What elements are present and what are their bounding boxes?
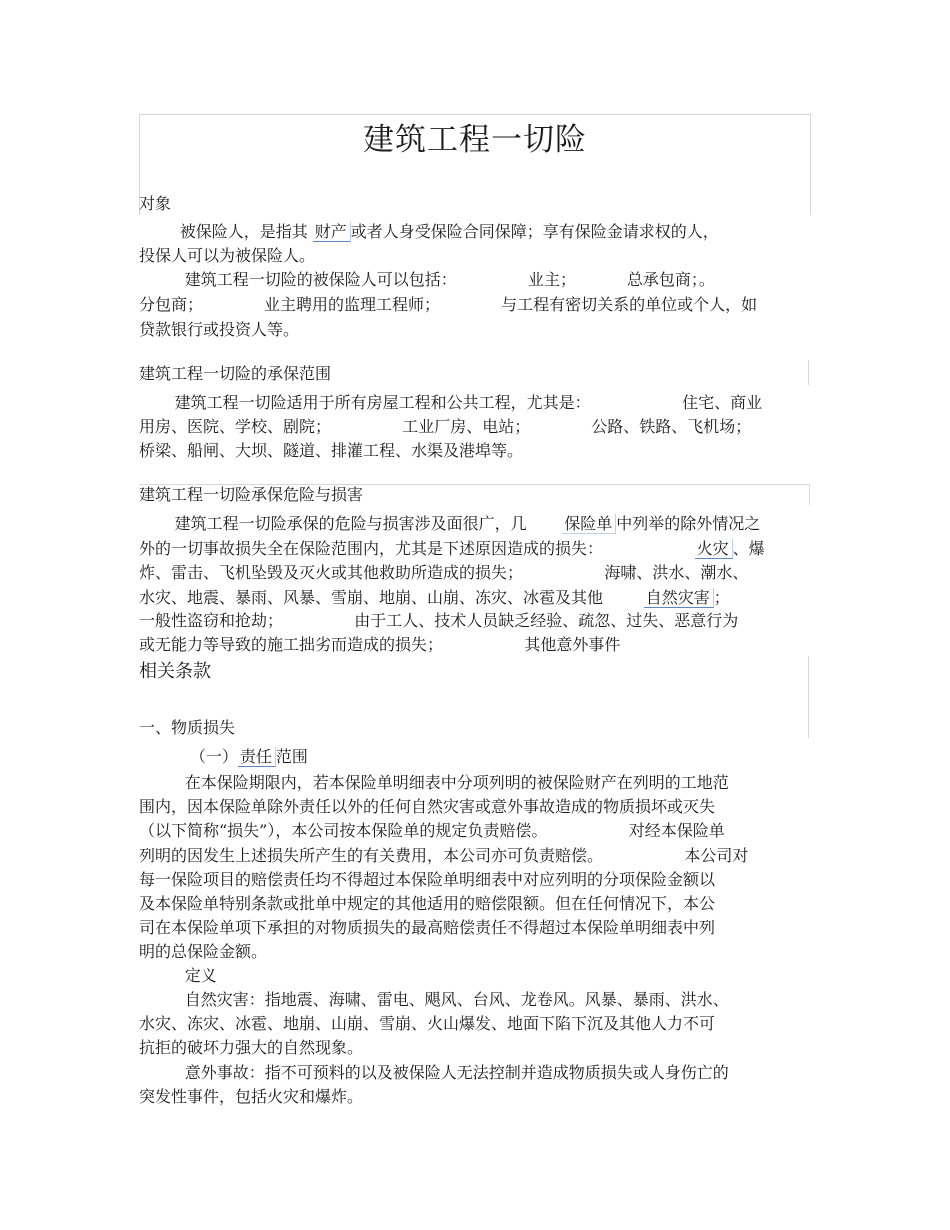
clause-para-2: 围内，因本保险单除外责任以外的任何自然灾害或意外事故造成的物质损坏或灭失 [139, 797, 716, 816]
definition-line-3: 抗拒的破坏力强大的自然现象。 [139, 1038, 364, 1057]
fire-link[interactable]: 火灾 [695, 539, 733, 559]
object-line-3: 建筑工程一切险的被保险人可以包括： 业主； 总承包商；。 [139, 270, 715, 289]
liability-link[interactable]: 责任 [238, 747, 276, 767]
clauses-heading: 相关条款 [139, 661, 211, 682]
clauses-frame [808, 656, 809, 738]
object-line-1b: 或者人身受保险合同保障；享有保险金请求权的人， [350, 222, 719, 241]
perils-line-4b: ； [713, 588, 730, 607]
definition-line-5: 突发性事件，包括火灾和爆炸。 [139, 1087, 364, 1106]
definition-line-1: 自然灾害：指地震、海啸、雷电、飓风、台风、龙卷风。风暴、暴雨、洪水、 [139, 990, 729, 1009]
perils-line-2a: 外的一切事故损失全在保险范围内，尤其是下述原因造成的损失： [139, 539, 695, 558]
object-line-1a: 被保险人，是指其 [139, 222, 313, 241]
definition-line-4: 意外事故：指不可预料的以及被保险人无法控制并造成物质损失或人身伤亡的 [139, 1063, 729, 1082]
perils-line-3: 炸、雷击、飞机坠毁及灭火或其他救助所造成的损失； 海啸、洪水、潮水、 [139, 563, 749, 582]
clauses-sub1: 一、物质损失 [139, 718, 236, 737]
object-line-4: 分包商； 业主聘用的监理工程师； 与工程有密切关系的单位或个人，如 [139, 295, 758, 314]
perils-line-5: 一般性盗窃和抢劫； 由于工人、技术人员缺乏经验、疏忽、过失、恶意行为 [139, 611, 739, 630]
scope-line-1: 建筑工程一切险适用于所有房屋工程和公共工程，尤其是： 住宅、商业 [139, 393, 763, 412]
definition-heading: 定义 [139, 966, 217, 985]
perils-line-2b: 、爆 [732, 539, 765, 558]
page-title: 建筑工程一切险 [363, 122, 587, 158]
perils-line-1a: 建筑工程一切险承保的危险与损害涉及面很广，几 [139, 514, 563, 533]
definition-line-2: 水灾、冻灾、冰雹、地崩、山崩、雪崩、火山爆发、地面下陷下沉及其他人力不可 [139, 1014, 716, 1033]
liability-item-prefix: （一） [139, 747, 238, 766]
liability-scope-item [139, 745, 308, 769]
perils-line-2 [139, 537, 765, 561]
object-line-5: 贷款银行或投资人等。 [139, 320, 300, 339]
perils-line-1b: 中列举的除外情况之 [616, 514, 761, 533]
policy-link[interactable]: 保险单 [562, 514, 616, 534]
object-line-2: 投保人可以为被保险人。 [139, 246, 316, 265]
perils-heading: 建筑工程一切险承保危险与损害 [139, 485, 364, 504]
clause-para-4: 列明的因发生上述损失所产生的有关费用，本公司亦可负责赔偿。 本公司对 [139, 846, 749, 865]
scope-frame [808, 360, 809, 385]
liability-item-suffix: 范围 [275, 747, 308, 766]
scope-heading: 建筑工程一切险的承保范围 [139, 364, 332, 383]
clause-para-5: 每一保险项目的赔偿责任均不得超过本保险单明细表中对应列明的分项保险金额以 [139, 870, 716, 889]
perils-line-6: 或无能力等导致的施工拙劣而造成的损失； 其他意外事件 [139, 635, 621, 654]
scope-line-3: 桥梁、船闸、大坝、隧道、排灌工程、水渠及港埠等。 [139, 441, 524, 460]
property-link[interactable]: 财产 [313, 222, 351, 242]
clause-para-7: 司在本保险单项下承担的对物质损失的最高赔偿责任不得超过本保险单明细表中列 [139, 918, 716, 937]
perils-line-4a: 水灾、地震、暴雨、风暴、雪崩、地崩、山崩、冻灾、冰雹及其他 [139, 588, 644, 607]
clause-para-8: 明的总保险金额。 [139, 942, 268, 961]
natural-disaster-link[interactable]: 自然灾害 [644, 588, 714, 608]
perils-line-1 [139, 512, 760, 536]
scope-line-2: 用房、医院、学校、剧院； 工业厂房、电站； 公路、铁路、飞机场； [139, 417, 752, 436]
perils-line-4 [139, 586, 730, 610]
clause-para-6: 及本保险单特别条款或批单中规定的其他适用的赔偿限额。但在任何情况下，本公 [139, 894, 716, 913]
clause-para-1: 在本保险期限内，若本保险单明细表中分项列明的被保险财产在列明的工地范 [139, 773, 729, 792]
object-line-1 [139, 220, 719, 244]
object-heading: 对象 [139, 194, 172, 213]
clause-para-3: （以下简称“损失”），本公司按本保险单的规定负责赔偿。 对经本保险单 [139, 821, 725, 840]
